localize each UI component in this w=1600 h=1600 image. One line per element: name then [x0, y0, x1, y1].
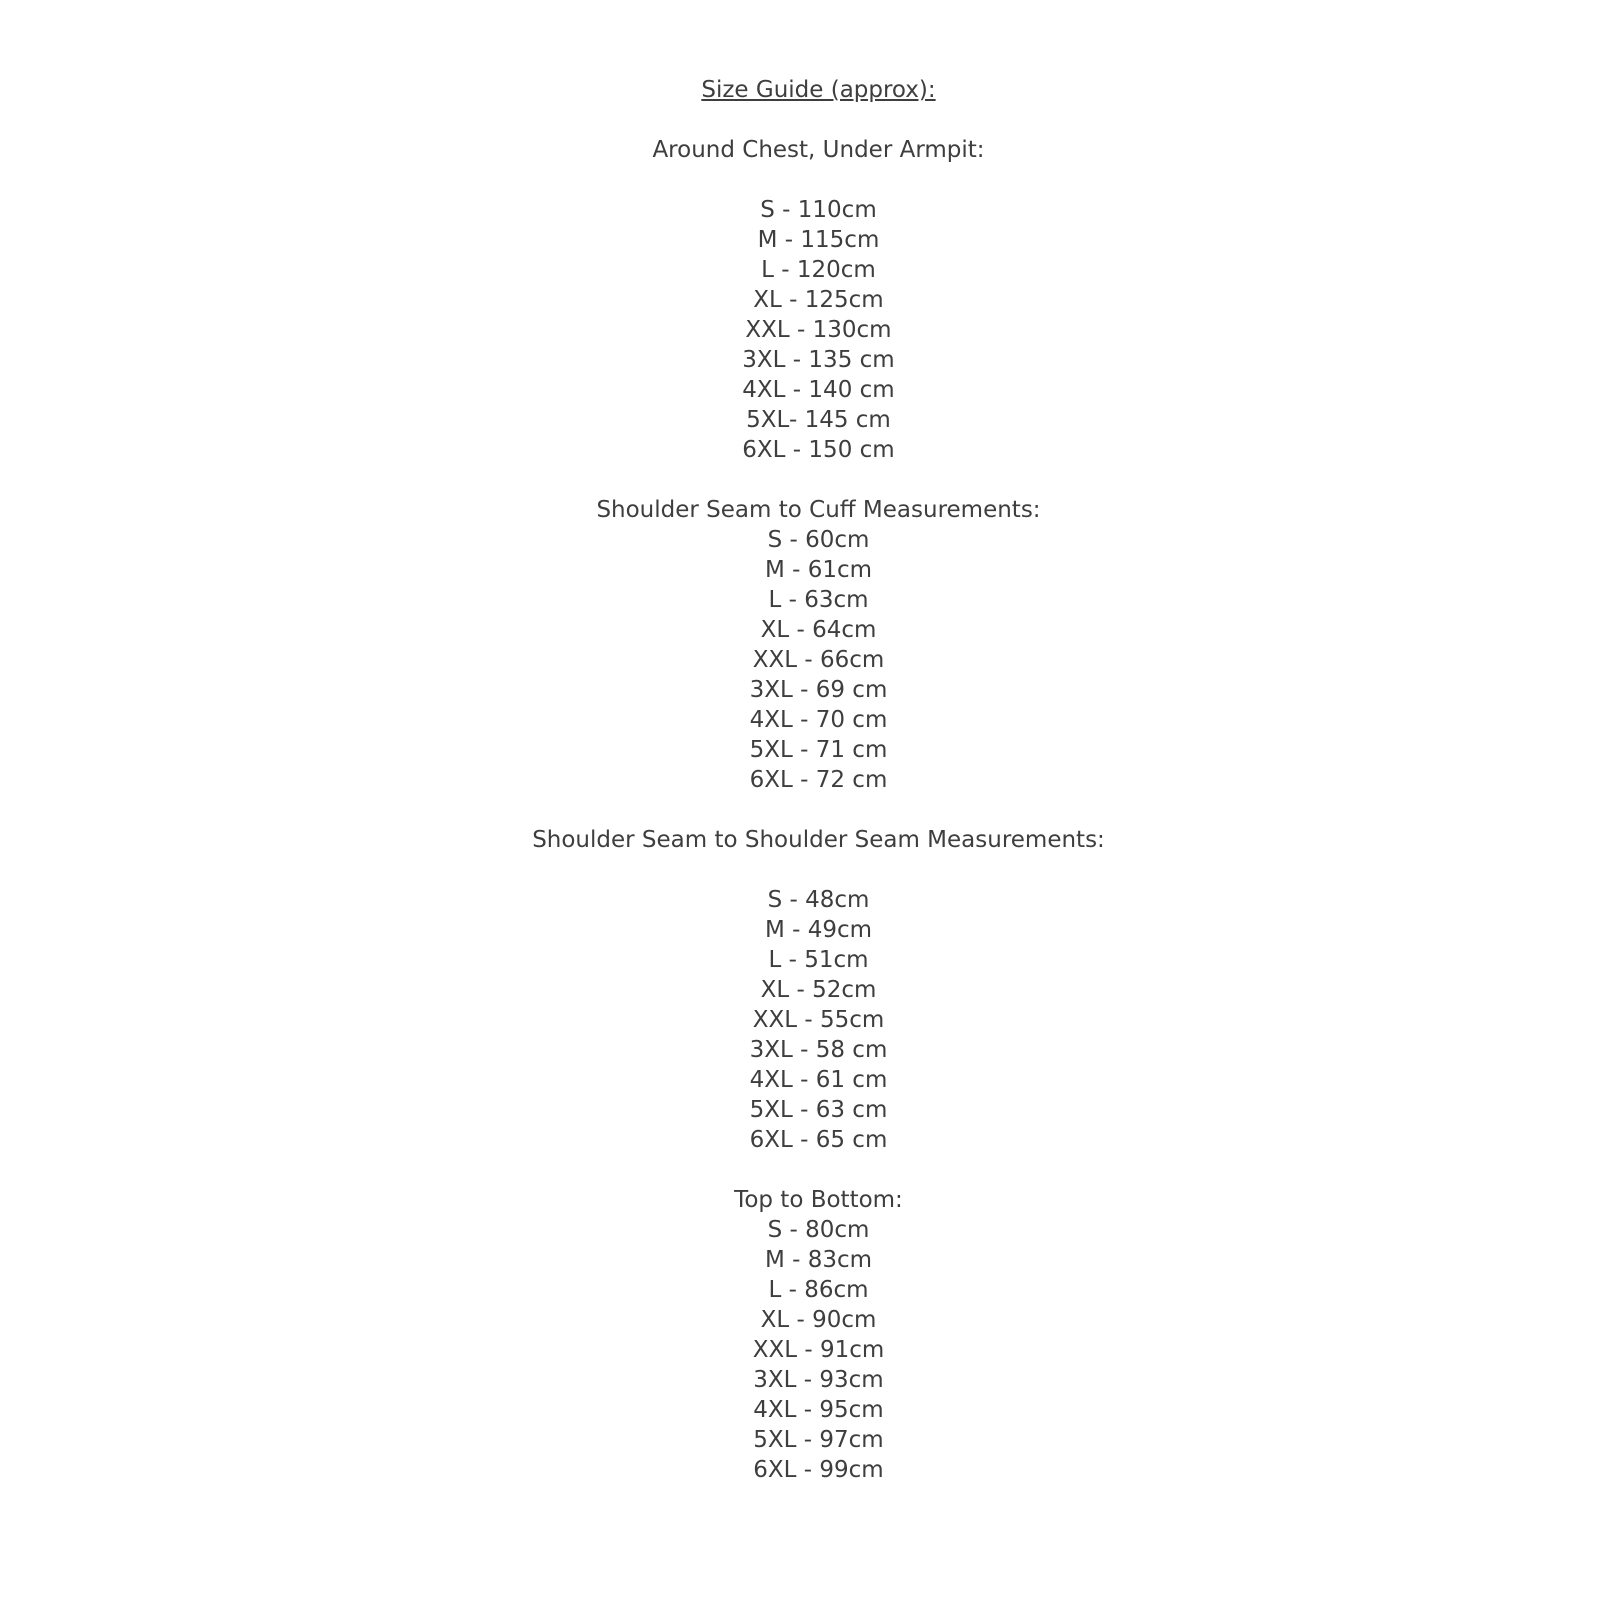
size-row: S - 60cm	[767, 527, 870, 553]
size-guide-title: Size Guide (approx):	[701, 77, 936, 103]
size-row: 6XL - 99cm	[753, 1457, 884, 1483]
size-row: XL - 52cm	[760, 977, 877, 1003]
size-row: S - 48cm	[767, 887, 870, 913]
size-row: 4XL - 70 cm	[749, 707, 888, 733]
size-row: 5XL - 97cm	[753, 1427, 884, 1453]
size-row: 3XL - 58 cm	[749, 1037, 888, 1063]
size-row: XL - 125cm	[753, 287, 884, 313]
size-row: XXL - 66cm	[752, 647, 885, 673]
size-row: 6XL - 150 cm	[742, 437, 895, 463]
size-row: 3XL - 93cm	[753, 1367, 884, 1393]
section-heading: Shoulder Seam to Cuff Measurements:	[596, 497, 1041, 523]
size-row: XXL - 55cm	[752, 1007, 885, 1033]
size-row: XL - 90cm	[760, 1307, 877, 1333]
size-row: M - 83cm	[764, 1247, 873, 1273]
size-row: S - 80cm	[767, 1217, 870, 1243]
size-row: XXL - 130cm	[745, 317, 892, 343]
size-row: M - 115cm	[757, 227, 880, 253]
size-row: 4XL - 140 cm	[742, 377, 895, 403]
size-row: M - 49cm	[764, 917, 873, 943]
size-row: 6XL - 65 cm	[749, 1127, 888, 1153]
size-row: 6XL - 72 cm	[749, 767, 888, 793]
section-heading: Top to Bottom:	[734, 1187, 903, 1213]
size-row: 3XL - 135 cm	[742, 347, 895, 373]
blank-line	[37, 795, 1600, 825]
section-heading: Around Chest, Under Armpit:	[652, 137, 985, 163]
blank-line	[37, 1155, 1600, 1185]
size-row: L - 51cm	[768, 947, 869, 973]
blank-line	[37, 165, 1600, 195]
blank-line	[37, 465, 1600, 495]
size-row: XXL - 91cm	[752, 1337, 885, 1363]
size-row: L - 120cm	[761, 257, 876, 283]
blank-line	[37, 105, 1600, 135]
size-row: 5XL - 71 cm	[749, 737, 888, 763]
size-row: L - 63cm	[768, 587, 869, 613]
size-row: 4XL - 61 cm	[749, 1067, 888, 1093]
size-row: S - 110cm	[760, 197, 877, 223]
size-row: 4XL - 95cm	[753, 1397, 884, 1423]
size-row: XL - 64cm	[760, 617, 877, 643]
section-heading: Shoulder Seam to Shoulder Seam Measurements:	[532, 827, 1105, 853]
size-row: 5XL - 63 cm	[749, 1097, 888, 1123]
blank-line	[37, 855, 1600, 885]
size-row: M - 61cm	[764, 557, 873, 583]
size-guide-sections	[37, 135, 1600, 1485]
size-row: L - 86cm	[768, 1277, 869, 1303]
size-row: 5XL- 145 cm	[746, 407, 891, 433]
size-row: 3XL - 69 cm	[749, 677, 888, 703]
